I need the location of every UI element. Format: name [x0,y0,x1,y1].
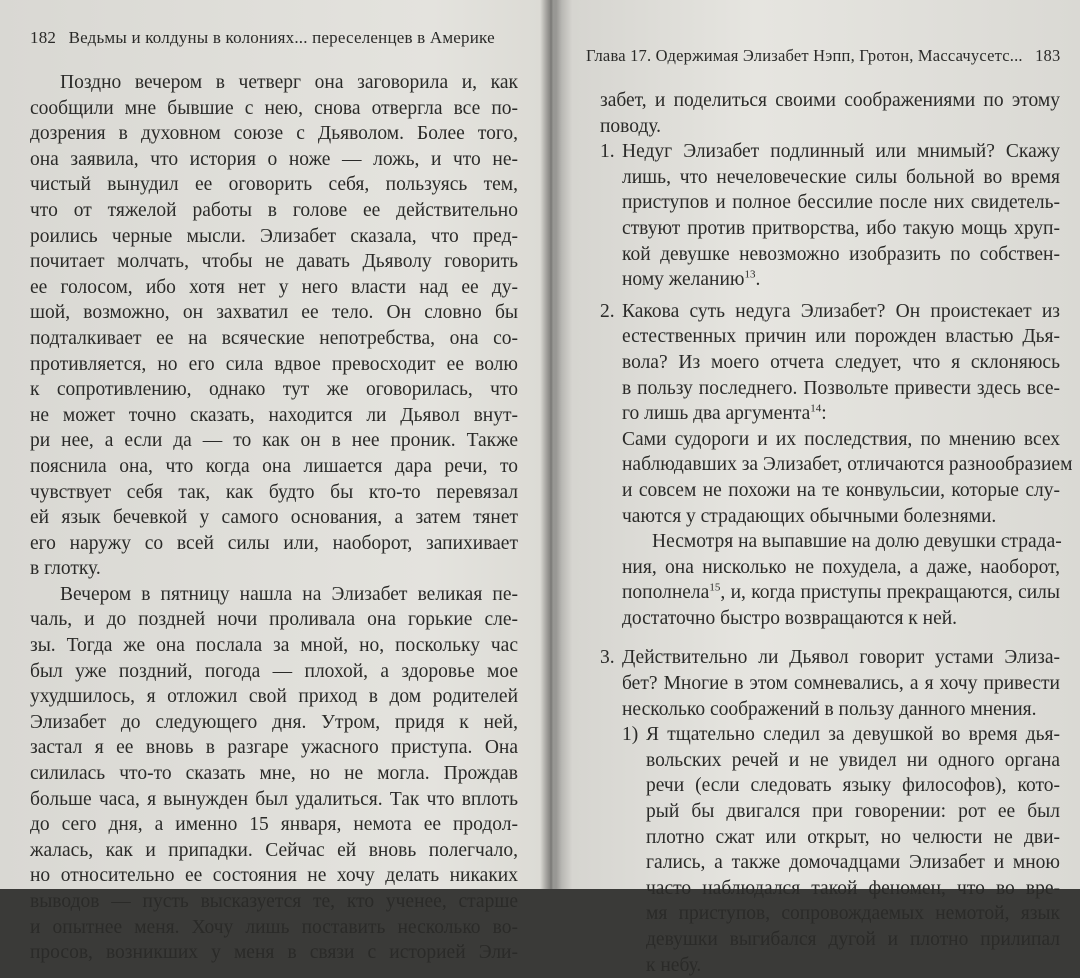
left-running-title: Ведьмы и колдуны в колониях... переселенцев в Америке [68,28,495,47]
footnote-ref: 14 [810,402,822,415]
text-line: девушки выгибался дугой и плотно прилипал [646,929,1060,950]
text-line: его наружу со всей силы или, наоборот, запихивает [30,532,518,554]
text-line: пояснила она, что когда она лишается дара речи, то [30,455,518,477]
list-number: 1. [600,141,615,163]
text-line: чаются у страдающих обычными болезнями. [622,505,997,527]
text-line [622,580,1060,606]
right-page [552,0,1080,976]
text-line: наблюдавших за Элизабет, отличаются разнообразием [622,454,1073,476]
text-line: что от тяжелой работы в голове ее действительно [30,199,518,221]
text-line: ния, она нисколько не похудела, а даже, наоборот, [622,556,1060,578]
text-line: часто наблюдался такой феномен, что во вре- [646,877,1060,899]
left-paragraph-2 [30,582,518,966]
text-line: к сопротивлению, однако тут же оговорилась, что [30,379,518,401]
text-line: гались, а также домочадцами Элизабет и мною [646,852,1060,874]
list-item-2 [600,299,1060,427]
text-line: несколько соображений в пользу данного мнения. [622,698,1037,720]
list-item-3 [600,645,1060,722]
text-line: ее голосом, ибо хотя нет у него власти над ее ду- [30,276,518,298]
text-line: Какова суть недуга Элизабет? Он проистекает из [622,300,1060,322]
text-line: Сами судороги и их последствия, по мнению всех [622,428,1060,450]
text-line: чистый вынудил ее оговорить себя, пользуясь тем, [30,174,518,196]
text-line: сообщили мне бывшие с нею, снова отвергла все по- [30,97,518,119]
text-line: достаточно быстро возвращаются к ней. [622,607,958,629]
text-line: не может точно сказать, находится ли Дьявол внут- [30,404,518,426]
text-line: шой, возможно, он захватил ее тело. Он словно бы [30,302,518,324]
text-line: она заявила, что история о ноже — ложь, и что не- [30,148,518,170]
text-line: и опытнее меня. Хочу лишь поставить несколько во- [30,916,518,938]
right-running-head [586,46,1060,66]
text-line: к небу. [646,954,702,976]
text-line: в пользу последнего. Позвольте привести здесь все- [622,377,1060,399]
text-line: плотно сжат или открыт, но челюсти не дви- [646,826,1060,848]
argument-paragraph-2 [600,529,1060,631]
argument-paragraph-1 [600,427,1073,529]
text-line: Я тщательно следил за девушкой во время дья- [646,724,1060,746]
text-line: был уже поздний, погода — плохой, а здоровье мое [30,660,518,682]
text-line: подталкивает ее на всяческие непотребства, она со- [30,327,518,349]
text-line: ей язык бечевкой у самого основания, а затем тянет [30,507,518,529]
sub-item-1 [600,722,1060,978]
text-line: Недуг Элизабет подлинный или мнимый? Скажу [622,141,1060,163]
text-line: роились черные мысли. Элизабет сказала, что пред- [30,225,518,247]
text-line: но относительно ее состояния не хочу делать никаких [30,865,518,887]
text-fragment: ному желанию [622,269,745,291]
footnote-ref: 13 [744,268,756,281]
text-line: больше часа, я вынужден был удалиться. Так что вплоть [30,788,518,810]
text-line: естественных причин или порожден властью Дья- [622,326,1060,348]
right-running-title: Глава 17. Одержимая Элизабет Нэпп, Гротон, Массачусетс... [586,46,1023,65]
text-line: просов, возникших у меня в связи с историей Эли- [30,942,518,964]
text-fragment: го лишь два аргумента [622,403,811,425]
left-paragraph-1 [30,70,518,582]
text-line: выводов — пусть высказуется те, кто ученее, старше [30,891,518,912]
text-line: чувствует себя так, как будто бы кто-то перевязал [30,481,518,503]
left-page-number: 182 [30,28,57,47]
list-number: 2. [600,300,615,322]
text-line: до сего дня, а именно 15 января, немота ее продол- [30,814,518,836]
text-line: речи (если следовать языку философов), кото- [646,775,1060,797]
text-line: зы. Тогда же она послала за мной, но, поскольку час [30,635,518,657]
text-line: поводу. [600,115,662,137]
text-line: Действительно ли Дьявол говорит устами Элиза- [622,647,1060,669]
text-line: ри нее, а если да — то как он в нее проник. Также [30,430,518,452]
text-line: почитает молчать, чтобы не давать Дьяволу говорить [30,251,518,273]
text-line: ному желанию$^{13}$. [622,268,761,291]
text-line: вольских речей и не увидел ни одного органа [646,749,1060,771]
text-line: застал я ее вновь в разгаре ужасного приступа. Она [30,737,518,759]
text-line: лишь, что нечеловеческие силы больной во время [622,166,1060,188]
text-line: и совсем не похожи на те конвульсии, которые слу- [622,479,1060,501]
text-line: ухудшилось, я отложил свой приход в дом родителей [30,686,518,708]
text-line: ствуют против притворства, ибо такую мощь хруп- [622,217,1060,239]
right-intro [600,88,1060,139]
text-line: Элизабет до следующего дня. Утром, придя к ней, [30,711,518,733]
text-line: Несмотря на выпавшие на долю девушки страда- [652,531,1062,553]
left-running-head [30,28,518,48]
text-line: приступов и полное бессилие после них свидетель- [622,192,1060,214]
text-fragment: пополнела [622,582,710,604]
text-line: го лишь два аргумента$^{14}$: [622,402,827,425]
list-item-1 [600,139,1060,293]
text-line: бет? Многие в этом сомневались, а я хочу привести [622,673,1060,695]
text-line: вола? Из моего отчета следует, что я склоняюсь [622,351,1060,373]
text-line: силилась что-то сказать мне, но не могла. Прождав [30,763,518,785]
text-line: мя приступов, сопровождаемых немотой, язык [646,903,1060,925]
text-line: противляется, но его сила вдвое превосходит ее волю [30,353,518,375]
right-page-number: 183 [1035,46,1061,65]
text-line: Поздно вечером в четверг она заговорила и, как [60,72,518,93]
text-line: чаль, и до поздней ночи проливала она горькие сле- [30,609,518,631]
text-line: в глотку. [30,558,101,580]
text-fragment: , и, когда приступы прекращаются, силы [720,582,1060,604]
sub-list-number: 1) [622,724,639,746]
list-number: 3. [600,647,615,669]
text-line: забет, и поделиться своими соображениями по этому [600,90,1060,111]
text-line: дозрения в духовном союзе с Дьяволом. Более того, [30,123,518,145]
text-line: рый бы двигался при говорении: рот ее был [646,801,1060,823]
text-line: кой девушке невозможно изобразить по собствен- [622,243,1060,265]
footnote-ref: 15 [709,581,721,594]
text-line: жалась, как и припадки. Сейчас ей вновь полегчало, [30,839,518,861]
text-line: Вечером в пятницу нашла на Элизабет великая пе- [60,583,518,605]
